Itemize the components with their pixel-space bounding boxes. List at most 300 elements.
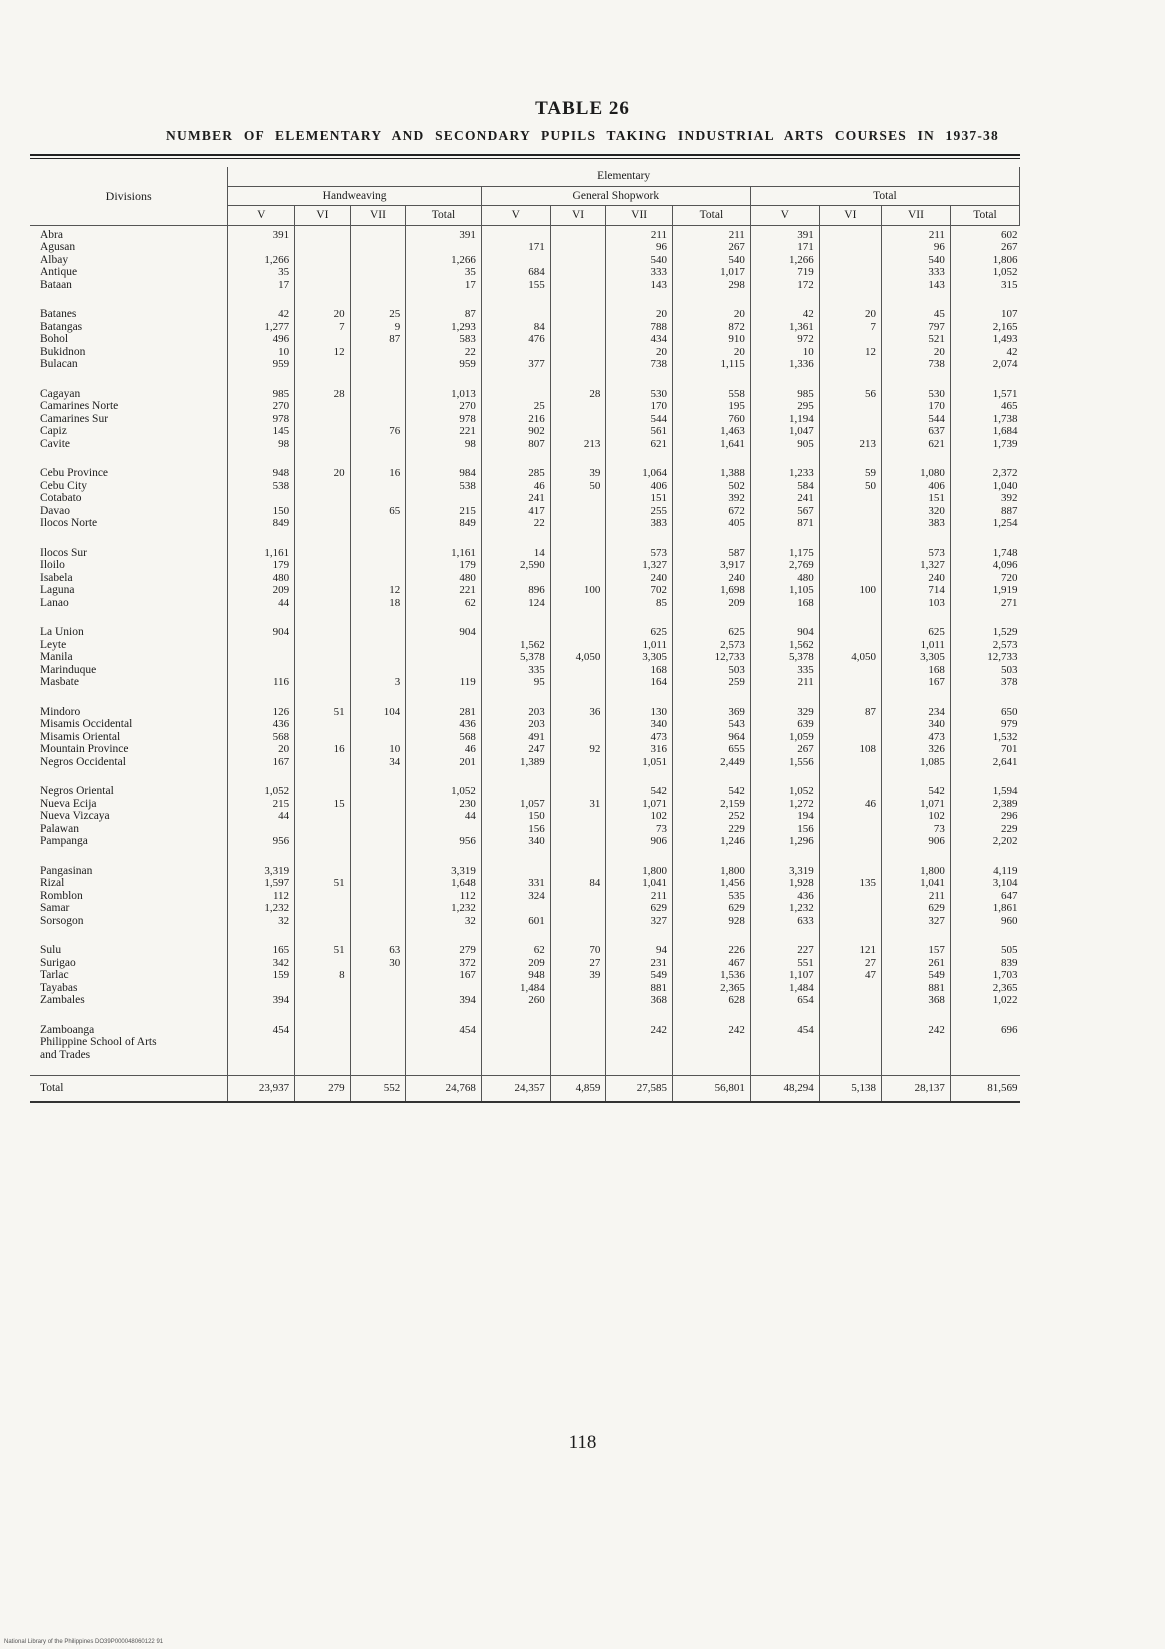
cell-value: 1,017 [720,266,745,278]
cell-value [554,731,601,744]
value-cell [950,862,1019,942]
cell-value: 1,562 [519,638,545,651]
value-cell [606,464,673,544]
cell-value [554,333,601,346]
cell-value: 1,698 [720,584,745,596]
value-cell [950,703,1019,783]
cell-value: 46 [864,797,876,810]
value-cell [606,225,673,305]
value-cell [950,1021,1019,1076]
cell-value: 8 [339,969,345,981]
cell-value [298,438,345,451]
cell-value: 27 [864,956,876,969]
division-names-cell [30,1021,228,1076]
value-cell [481,782,550,862]
value-cell [606,305,673,385]
cell-value: 1,277 [264,320,290,333]
cell-value: 167 [459,969,476,981]
cell-value: 1,597 [264,877,290,889]
cell-value: 621 [650,437,667,450]
cell-value: 327 [650,914,667,927]
cell-value: 211 [728,228,745,241]
cell-value [298,823,345,836]
division-name: Bulacan [40,358,78,370]
cell-value [823,333,876,346]
value-cell [881,703,950,783]
cell-value: 1,013 [451,387,476,400]
cell-value: 984 [459,467,476,479]
cell-value [885,1049,945,1062]
cell-value: 540 [728,253,745,266]
cell-value: 1,041 [642,877,667,889]
cell-value: 1,266 [264,253,290,266]
cell-value [954,1036,1018,1049]
cell-value: 905 [797,437,814,450]
value-cell [819,623,881,703]
division-names-cell [30,782,228,862]
cell-value [298,425,345,438]
cell-value: 32 [464,914,476,927]
cell-value: 684 [528,266,545,278]
value-cell [606,623,673,703]
cell-value: 327 [928,914,945,927]
cell-value: 195 [728,400,745,412]
cell-value: 35 [464,266,476,278]
cell-value: 738 [650,358,667,370]
table-row [30,385,1020,465]
column-header: VII [606,206,673,226]
division-name: Mountain Province [40,743,129,755]
value-cell [750,862,819,942]
cell-value [823,1049,876,1062]
value-cell [350,305,406,385]
cell-value [409,1036,476,1049]
division-name: Capiz [40,425,67,437]
cell-value [754,1049,814,1062]
value-cell [481,941,550,1021]
value-cell [550,385,606,465]
cell-value: 241 [797,492,814,504]
cell-value [485,308,545,321]
cell-value [823,425,876,438]
cell-value: 1,800 [642,864,667,877]
cell-value: 4,050 [575,651,601,663]
cell-value [823,400,876,413]
table-row [30,305,1020,385]
cell-value: 20 [333,308,345,320]
cell-value: 259 [728,676,745,688]
cell-value: 1,928 [788,877,814,889]
cell-value [485,254,545,267]
cell-value: 906 [928,835,945,847]
division-name: Mindoro [40,705,81,718]
division-name: Lanao [40,596,69,609]
division-names-cell [30,225,228,305]
cell-value [231,639,289,652]
cell-value [823,994,876,1007]
cell-value: 1,684 [992,425,1018,437]
cell-value: 63 [389,944,401,956]
cell-value: 95 [533,676,545,688]
cell-value [298,957,345,970]
cell-value: 46 [464,743,476,755]
value-cell [481,1021,550,1076]
value-cell [295,703,351,783]
cell-value [354,835,401,848]
cell-value [485,572,545,585]
value-cell [819,464,881,544]
cell-value: 242 [650,1023,667,1036]
cell-value: 1,493 [992,333,1018,345]
cell-value: 978 [459,412,476,425]
value-cell [406,623,482,703]
cell-value: 1,232 [788,902,814,914]
cell-value: 333 [650,266,667,278]
cell-value: 480 [272,571,290,584]
cell-value [554,1024,601,1037]
value-cell [406,305,482,385]
cell-value: 621 [928,437,945,450]
cell-value: 211 [928,228,945,241]
cell-value [354,969,401,982]
cell-value: 229 [728,822,745,835]
cell-value: 467 [728,956,745,969]
cell-value [823,517,876,530]
division-name: La Union [40,626,84,638]
cell-value [676,1036,745,1049]
division-name: and Trades [40,1048,91,1061]
cell-value: 1,107 [788,969,814,981]
cell-value: 1,080 [920,467,945,479]
cell-value [409,241,476,254]
column-header: Total [673,206,751,226]
cell-value [354,810,401,823]
cell-value: 406 [928,479,945,492]
cell-value [354,915,401,928]
cell-value [298,517,345,530]
cell-value: 209 [272,584,290,596]
cell-value [554,718,601,731]
division-name: Sulu [40,944,62,956]
column-header: Total [950,206,1019,226]
cell-value: 1,388 [720,467,745,479]
cell-value: 1,161 [451,546,476,559]
cell-value: 1,536 [720,969,745,981]
cell-value: 65 [389,504,401,517]
cell-value: 203 [528,705,545,718]
cell-value: 96 [933,241,945,253]
cell-value [554,321,601,334]
cell-value: 271 [1001,596,1018,609]
cell-value: 35 [278,266,290,278]
cell-value: 1,254 [992,517,1018,529]
cell-value: 3,319 [451,864,476,877]
cell-value [231,1049,289,1062]
column-header: V [481,206,550,226]
cell-value: 587 [728,546,745,559]
cell-value: 1,293 [451,320,476,333]
cell-value: 342 [272,956,290,969]
cell-value: 2,573 [720,638,745,651]
cell-value [354,480,401,493]
cell-value [823,982,876,995]
cell-value [485,1024,545,1037]
cell-value: 172 [797,278,814,291]
cell-value [554,413,601,426]
cell-value [298,1049,345,1062]
cell-value [554,810,601,823]
value-cell [295,1021,351,1076]
cell-value: 20 [656,345,667,358]
cell-value [554,785,601,798]
cell-value [298,547,345,560]
division-name: Ilocos Sur [40,546,87,559]
value-cell [606,941,673,1021]
value-cell [881,385,950,465]
value-cell [550,782,606,862]
division-name: Palawan [40,822,79,835]
division-name: Cebu Province [40,467,109,479]
cell-value [354,400,401,413]
cell-value [554,308,601,321]
cell-value [823,865,876,878]
value-cell [606,1021,673,1076]
cell-value: 18 [389,596,401,609]
cell-value: 121 [859,944,876,956]
total-value: 27,585 [606,1076,673,1102]
cell-value: 956 [459,835,476,847]
division-name: Batanes [40,308,77,320]
cell-value: 788 [650,320,667,333]
cell-value: 910 [728,333,745,345]
table-row [30,703,1020,783]
cell-value [554,547,601,560]
value-cell [481,623,550,703]
cell-value: 171 [528,241,545,253]
cell-value: 230 [459,797,476,810]
cell-value: 39 [589,467,601,479]
value-cell [881,862,950,942]
cell-value: 44 [278,596,290,609]
cell-value [485,229,545,242]
division-name: Surigao [40,956,76,969]
value-cell [750,782,819,862]
cell-value: 1,115 [720,358,745,370]
cell-value: 1,272 [788,797,814,810]
value-cell [673,464,751,544]
cell-value: 906 [650,835,667,847]
column-header: VI [819,206,881,226]
cell-value: 979 [1001,718,1018,730]
value-cell [481,464,550,544]
cell-value: 156 [797,822,814,835]
value-cell [819,385,881,465]
cell-value [409,639,476,652]
cell-value: 340 [928,718,945,730]
cell-value [823,1036,876,1049]
cell-value: 221 [459,584,476,596]
cell-value: 98 [464,437,476,450]
table-row [30,782,1020,862]
cell-value: 496 [272,333,290,345]
cell-value: 227 [797,944,814,956]
cell-value: 368 [650,994,667,1006]
cell-value: 316 [650,743,667,755]
cell-value: 116 [272,676,290,688]
cell-value: 2,365 [992,981,1018,994]
cell-value: 3,305 [642,651,667,663]
division-name: Negros Occidental [40,755,126,768]
division-name: Laguna [40,584,75,596]
cell-value: 340 [650,718,667,730]
cell-value: 62 [533,944,545,956]
cell-value [823,823,876,836]
cell-value: 394 [272,994,290,1006]
cell-value [823,266,876,279]
total-value: 4,859 [550,1076,606,1102]
value-cell [406,941,482,1021]
cell-value: 1,739 [992,437,1018,450]
cell-value [823,639,876,652]
cell-value: 568 [459,730,476,743]
cell-value: 503 [728,663,745,676]
cell-value: 436 [459,718,476,730]
value-cell [406,1021,482,1076]
cell-value [485,1049,545,1062]
value-cell [550,862,606,942]
cell-value [354,890,401,903]
cell-value: 542 [728,785,745,797]
total-value: 24,357 [481,1076,550,1102]
value-cell [481,703,550,783]
cell-value: 20 [733,345,745,358]
value-cell [606,703,673,783]
cell-value [298,413,345,426]
value-cell [950,623,1019,703]
cell-value: 1,327 [642,559,667,571]
cell-value: 1,161 [264,546,290,559]
value-cell [750,941,819,1021]
value-cell [673,1021,751,1076]
value-cell [673,941,751,1021]
cell-value [298,810,345,823]
cell-value: 2,389 [992,797,1018,810]
cell-value: 267 [728,241,745,253]
value-cell [950,305,1019,385]
cell-value: 530 [928,387,945,400]
value-cell [350,385,406,465]
cell-value [298,676,345,689]
cell-value: 1,456 [720,877,745,889]
total-value: 279 [295,1076,351,1102]
cell-value [231,1036,289,1049]
cell-value: 102 [928,810,945,822]
cell-value [554,346,601,359]
cell-value: 1,022 [992,994,1018,1006]
division-name: Abra [40,228,63,241]
value-cell [673,385,751,465]
value-cell [481,385,550,465]
cell-value: 98 [278,437,290,450]
cell-value [409,1049,476,1062]
cell-value: 87 [464,308,476,320]
total-value: 48,294 [750,1076,819,1102]
cell-value [823,254,876,267]
cell-value: 521 [928,333,945,345]
cell-value: 7 [870,320,876,333]
cell-value: 1,085 [920,755,945,768]
cell-value: 279 [459,944,476,956]
table-row [30,862,1020,942]
cell-value [354,559,401,572]
cell-value: 51 [333,877,345,889]
cell-value: 340 [528,835,545,847]
cell-value: 44 [464,810,476,822]
cell-value: 62 [464,596,476,609]
cell-value: 2,074 [992,358,1018,370]
division-name: Cebu City [40,479,87,492]
cell-value: 59 [864,467,876,479]
cell-value [354,902,401,915]
cell-value [823,572,876,585]
cell-value: 3 [394,676,401,688]
cell-value: 179 [459,559,476,571]
cell-value: 1,011 [642,638,667,651]
cell-value: 505 [1001,944,1018,956]
cell-value [409,492,476,505]
value-cell [228,1021,295,1076]
value-cell [228,782,295,862]
cell-value [554,358,601,371]
cell-value: 1,059 [788,730,814,743]
table-row [30,225,1020,305]
cell-value [298,639,345,652]
cell-value [609,1036,667,1049]
cell-value [354,346,401,359]
value-cell [295,305,351,385]
cell-value [554,865,601,878]
cell-value: 417 [528,504,545,517]
cell-value: 530 [650,387,667,400]
division-name: Pampanga [40,835,88,847]
cell-value: 145 [272,425,290,437]
cell-value [354,1036,401,1049]
cell-value: 1,703 [992,969,1018,981]
division-name: Tayabas [40,981,78,994]
cell-value [298,358,345,371]
cell-value: 538 [272,479,290,492]
cell-value: 1,194 [788,412,814,425]
cell-value: 480 [797,571,814,584]
value-cell [950,385,1019,465]
cell-value [554,835,601,848]
division-name: Philippine School of Arts [40,1036,157,1048]
cell-value: 156 [528,822,545,835]
cell-value: 654 [797,994,814,1006]
value-cell [295,225,351,305]
column-header: V [228,206,295,226]
cell-value [298,559,345,572]
cell-value: 573 [650,546,667,559]
cell-value [554,823,601,836]
cell-value [823,413,876,426]
cell-value: 261 [928,956,945,969]
value-cell [550,1021,606,1076]
cell-value: 130 [650,705,667,718]
cell-value [554,915,601,928]
value-cell [228,544,295,624]
cell-value [823,810,876,823]
